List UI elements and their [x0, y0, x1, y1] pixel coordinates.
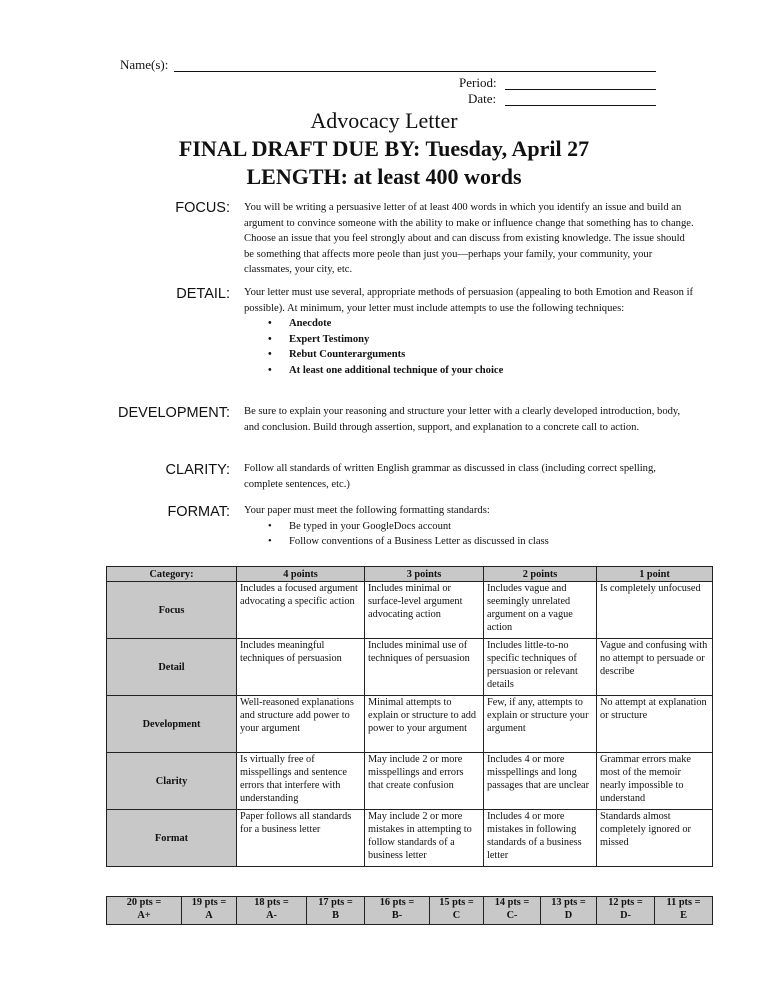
list-item: • Expert Testimony: [244, 332, 696, 348]
grade-letter: C: [452, 909, 461, 921]
period-field[interactable]: [505, 89, 656, 90]
grade-cell: [655, 897, 713, 925]
grade-cell: [365, 897, 430, 925]
detail-text: Your letter must use several, appropriate methods of persuasion (appealing to both Emotion and Reason if possible). At minimum, your letter must include attempts to use the following techniques:: [244, 287, 694, 314]
focus-text: You will be writing a persuasive letter of at least 400 words in which you identify an issue and build an argument to convince someone with the ability to make or influence change that something has to change. Choose an issue that you feel strongly about and can discuss from existing knowledge. The issue should be something that affects more peole than just you—perhaps your family, your community, your classmates, your city, etc.: [244, 202, 694, 275]
table-row: [107, 582, 713, 639]
grade-cell: [484, 897, 541, 925]
length-heading: LENGTH: at least 400 words: [246, 164, 522, 189]
grade-letter: B-: [391, 909, 403, 921]
detail-technique-list: [244, 316, 696, 378]
name-field[interactable]: [174, 71, 656, 72]
rubric-cell: Vague and confusing with no attempt to persuade or describe: [597, 639, 713, 696]
development-label: DEVELOPMENT:: [118, 405, 230, 421]
period-label: Period:: [459, 75, 497, 90]
grade-cell: [597, 897, 655, 925]
grade-points: 12 pts =: [608, 897, 643, 908]
grade-scale-table: [106, 896, 713, 925]
rubric-header-1pt: 1 point: [597, 567, 713, 582]
rubric-cell: Few, if any, attempts to explain or structure your argument: [484, 696, 597, 753]
format-text: Your paper must meet the following formatting standards:: [244, 505, 490, 516]
list-item: • Be typed in your GoogleDocs account: [244, 519, 696, 535]
rubric-header-2pts: 2 points: [484, 567, 597, 582]
list-item: • Rebut Counterarguments: [244, 347, 696, 363]
rubric-cell: No attempt at explanation or structure: [597, 696, 713, 753]
grade-cell: [430, 897, 484, 925]
detail-label: DETAIL:: [176, 286, 230, 302]
rubric-cell: Grammar errors make most of the memoir nearly impossible to understand: [597, 753, 713, 810]
rubric-cell: Is completely unfocused: [597, 582, 713, 639]
date-label: Date:: [468, 91, 497, 106]
table-row: [107, 753, 713, 810]
list-item: • Anecdote: [244, 316, 696, 332]
grade-cell: [541, 897, 597, 925]
grade-points: 18 pts =: [254, 897, 289, 908]
rubric-category: Focus: [107, 582, 237, 639]
rubric-category: Format: [107, 810, 237, 867]
rubric-cell: Standards almost completely ignored or missed: [597, 810, 713, 867]
grade-letter: A-: [266, 909, 277, 921]
rubric-cell: Includes minimal use of techniques of persuasion: [365, 639, 484, 696]
grade-cell: [307, 897, 365, 925]
grade-letter: E: [680, 909, 687, 921]
rubric-table: [106, 566, 713, 867]
due-date-heading: FINAL DRAFT DUE BY: Tuesday, April 27: [178, 136, 590, 161]
rubric-cell: May include 2 or more mistakes in attempting to follow standards of a business letter: [365, 810, 484, 867]
table-row: [107, 810, 713, 867]
format-section: [244, 503, 696, 550]
clarity-section: [244, 461, 696, 492]
grade-points: 16 pts =: [379, 897, 415, 908]
rubric-cell: May include 2 or more misspellings and errors that create confusion: [365, 753, 484, 810]
grade-cell: [107, 897, 182, 925]
list-item: • At least one additional technique of your choice: [244, 363, 696, 379]
grade-letter: A+: [137, 909, 151, 921]
rubric-cell: Includes minimal or surface-level argument advocating action: [365, 582, 484, 639]
rubric-category: Detail: [107, 639, 237, 696]
rubric-category: Clarity: [107, 753, 237, 810]
grade-points: 11 pts =: [666, 897, 701, 908]
rubric-cell: Includes a focused argument advocating a specific action: [237, 582, 365, 639]
rubric-cell: Paper follows all standards for a business letter: [237, 810, 365, 867]
grade-letter: D-: [620, 909, 631, 921]
grade-scale-row: [107, 897, 713, 925]
rubric-header-4pts: 4 points: [237, 567, 365, 582]
clarity-text: Follow all standards of written English grammar as discussed in class (including correct spelling, complete sentences, etc.): [244, 463, 656, 490]
grade-letter: A: [205, 909, 213, 921]
document-title: Advocacy Letter: [310, 108, 458, 133]
rubric-cell: Includes 4 or more misspellings and long passages that are unclear: [484, 753, 597, 810]
date-field[interactable]: [505, 105, 656, 106]
grade-letter: B: [332, 909, 339, 921]
rubric-category: Development: [107, 696, 237, 753]
format-standards-list: [244, 519, 696, 550]
development-section: [244, 404, 696, 435]
rubric-header-row: [107, 567, 713, 582]
rubric-cell: Well-reasoned explanations and structure add power to your argument: [237, 696, 365, 753]
rubric-cell: Includes 4 or more mistakes in following standards of a business letter: [484, 810, 597, 867]
clarity-label: CLARITY:: [165, 462, 230, 478]
name-label: Name(s):: [120, 57, 169, 72]
rubric-cell: Includes little-to-no specific techniques of persuasion or relevant details: [484, 639, 597, 696]
detail-section: [244, 285, 696, 378]
table-row: [107, 696, 713, 753]
grade-cell: [182, 897, 237, 925]
grade-points: 13 pts =: [551, 897, 586, 908]
format-label: FORMAT:: [167, 504, 230, 520]
grade-points: 19 pts =: [191, 897, 227, 908]
list-item: • Follow conventions of a Business Letter as discussed in class: [244, 534, 696, 550]
rubric-cell: Minimal attempts to explain or structure to add power to your argument: [365, 696, 484, 753]
grade-points: 14 pts =: [494, 897, 530, 908]
table-row: [107, 639, 713, 696]
focus-label: FOCUS:: [175, 200, 230, 216]
focus-section: [244, 200, 696, 278]
grade-points: 17 pts =: [318, 897, 353, 908]
rubric-cell: Is virtually free of misspellings and sentence errors that interfere with understanding: [237, 753, 365, 810]
grade-letter: C-: [506, 909, 518, 921]
rubric-cell: Includes meaningful techniques of persuasion: [237, 639, 365, 696]
grade-points: 20 pts =: [126, 897, 162, 908]
grade-letter: D: [564, 909, 573, 921]
grade-points: 15 pts =: [439, 897, 474, 908]
rubric-cell: Includes vague and seemingly unrelated argument on a vague action: [484, 582, 597, 639]
rubric-header-3pts: 3 points: [365, 567, 484, 582]
development-text: Be sure to explain your reasoning and structure your letter with a clearly developed introduction, body, and conclusion. Build through assertion, support, and explanation to a concrete call to action.: [244, 406, 681, 433]
grade-cell: [237, 897, 307, 925]
rubric-header-category: Category:: [107, 567, 237, 582]
